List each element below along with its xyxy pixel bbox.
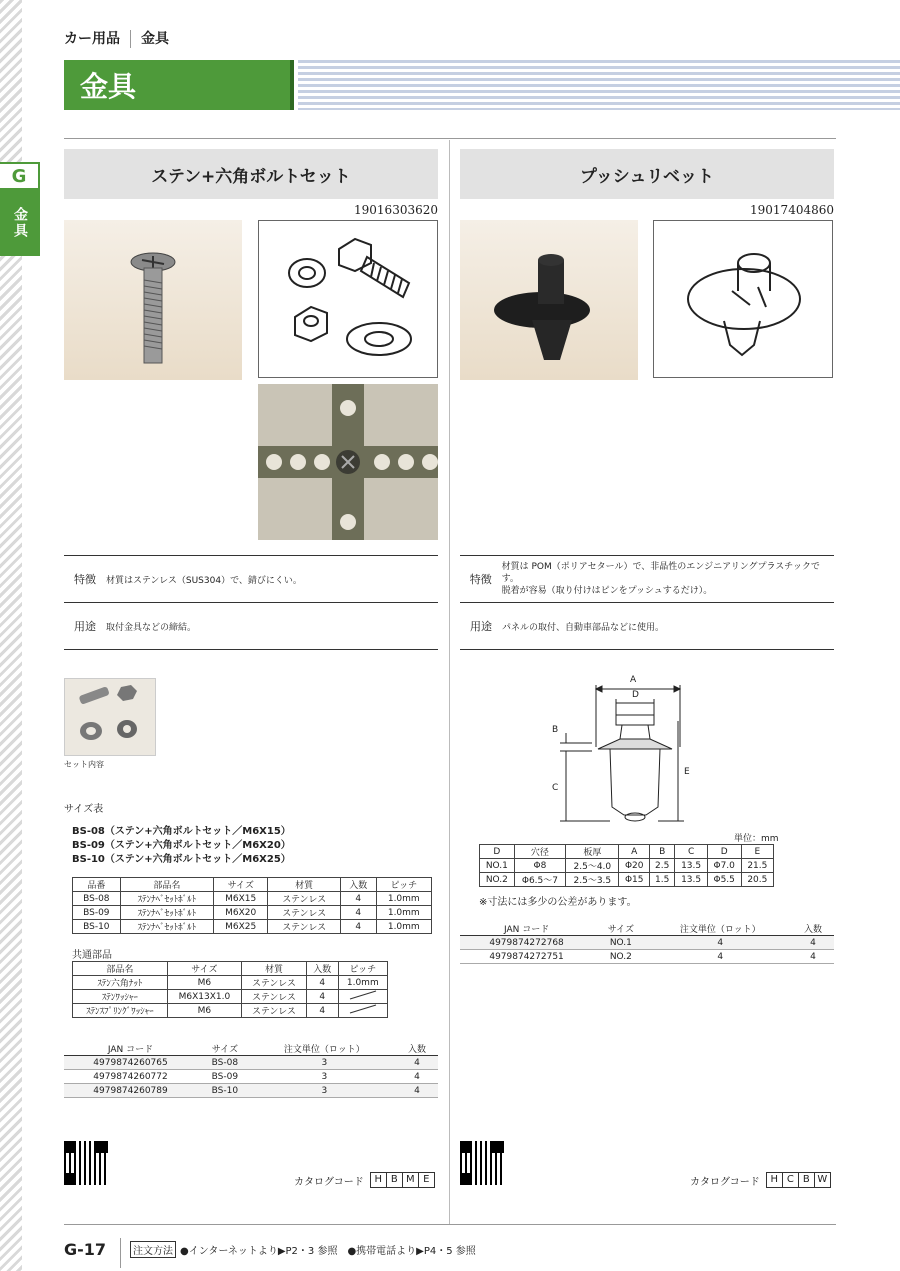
cell: 2.5〜3.5 xyxy=(566,873,619,887)
spec-header: ピッチ xyxy=(338,962,387,976)
cell: 4979874260772 xyxy=(64,1070,197,1084)
table-row xyxy=(73,976,388,990)
cell: 4 xyxy=(649,936,792,950)
features-row xyxy=(460,555,834,602)
jan-table-left xyxy=(64,1042,438,1098)
cell: NO.2 xyxy=(480,873,515,887)
cell: NO.1 xyxy=(480,859,515,873)
footer-separator xyxy=(120,1238,121,1268)
bolt-usage-photo xyxy=(258,384,438,540)
cell: ステンレス xyxy=(268,892,341,906)
rivet-photo-icon xyxy=(460,220,638,380)
spec-header: D xyxy=(707,845,741,859)
cell: 4 xyxy=(340,920,376,934)
order-label: 注文方法 xyxy=(130,1241,176,1258)
cell: ステンレス xyxy=(242,990,307,1004)
set-contents-photo xyxy=(64,678,156,756)
dim-label-c: C xyxy=(552,783,559,793)
footer-divider xyxy=(64,1224,836,1225)
cell: NO.2 xyxy=(593,950,648,964)
features-line: 脱着が容易（取り付けはピンをプッシュするだけ）。 xyxy=(501,586,713,596)
table-row xyxy=(73,990,388,1004)
cell: Φ15 xyxy=(619,873,650,887)
qr-code-left-icon[interactable] xyxy=(64,1141,108,1185)
page-title: 金具 xyxy=(64,60,294,110)
dim-label-b: B xyxy=(552,725,559,735)
usage-label: 用途 xyxy=(74,620,96,633)
catalog-char: C xyxy=(783,1172,799,1188)
cell: 4 xyxy=(649,950,792,964)
spec-header: A xyxy=(619,845,650,859)
unit-label: 単位：mm xyxy=(734,834,779,844)
table-row xyxy=(64,1070,438,1084)
cell: ｽﾃﾝ六角ﾅｯﾄ xyxy=(73,976,168,990)
cell: 4 xyxy=(340,892,376,906)
cell: BS-08 xyxy=(197,1056,253,1070)
tolerance-note: ※寸法には多少の公差があります。 xyxy=(479,897,637,908)
spec-header: 入数 xyxy=(306,962,338,976)
product-code-left: 19016303620 xyxy=(354,203,438,217)
cell: 4979874260765 xyxy=(64,1056,197,1070)
dim-label-d: D xyxy=(632,690,639,700)
cell xyxy=(338,1004,387,1018)
cell: 20.5 xyxy=(741,873,773,887)
breadcrumb-category: カー用品 xyxy=(64,31,120,47)
cell: 3 xyxy=(253,1056,396,1070)
jan-header: JAN コード xyxy=(64,1042,197,1056)
features-row xyxy=(64,555,438,602)
top-divider xyxy=(64,138,836,139)
cell: M6X25 xyxy=(214,920,268,934)
usage-label: 用途 xyxy=(470,620,492,633)
table-row xyxy=(480,859,774,873)
cell: 4979874272751 xyxy=(460,950,593,964)
bolt-photo xyxy=(64,220,242,380)
cell: M6X13X1.0 xyxy=(167,990,241,1004)
bracket-photo-icon xyxy=(258,384,438,540)
jan-header-row xyxy=(64,1042,438,1056)
spec-header: 部品名 xyxy=(120,878,213,892)
breadcrumb-separator xyxy=(130,30,131,48)
column-divider xyxy=(449,140,450,1225)
rivet-illustration-icon xyxy=(654,221,832,377)
cell: Φ6.5〜7 xyxy=(514,873,566,887)
catalog-char: H xyxy=(766,1172,783,1188)
cell: 1.0mm xyxy=(376,892,431,906)
jan-header-row xyxy=(460,922,834,936)
breadcrumb xyxy=(64,28,169,48)
product-code-right: 19017404860 xyxy=(750,203,834,217)
cell: 4979874272768 xyxy=(460,936,593,950)
cell: BS-09 xyxy=(73,906,121,920)
cell: 4 xyxy=(396,1084,438,1098)
bolt-set-illustration-icon xyxy=(259,221,437,377)
usage-text: パネルの取付、自動車部品などに使用。 xyxy=(502,622,665,633)
side-tab-letter: G xyxy=(0,162,40,190)
size-list-item: BS-08（ステン+六角ボルトセット／M6X15） xyxy=(72,826,291,837)
spec-header: ピッチ xyxy=(376,878,431,892)
spec-header: B xyxy=(649,845,674,859)
spec-header: C xyxy=(675,845,707,859)
set-contents-caption: セット内容 xyxy=(64,760,104,769)
dim-label-a: A xyxy=(630,675,637,685)
spec-header-row xyxy=(73,962,388,976)
cell: 4 xyxy=(306,976,338,990)
cell: 4 xyxy=(306,990,338,1004)
cell: 1.0mm xyxy=(338,976,387,990)
cell: 4 xyxy=(340,906,376,920)
features-text: 材質はステンレス（SUS304）で、錆びにくい。 xyxy=(106,575,302,586)
title-stripes xyxy=(298,60,900,110)
product-title-left: ステン+六角ボルトセット xyxy=(64,149,438,199)
cell: 2.5 xyxy=(649,859,674,873)
spec-table-left xyxy=(72,877,432,934)
cell: 2.5〜4.0 xyxy=(566,859,619,873)
cell: 4 xyxy=(396,1070,438,1084)
jan-header: 入数 xyxy=(396,1042,438,1056)
info-table-left xyxy=(64,555,438,650)
cell: 1.0mm xyxy=(376,906,431,920)
cell: 4 xyxy=(306,1004,338,1018)
cell: ステンレス xyxy=(268,906,341,920)
cell: 4 xyxy=(792,936,834,950)
cell: 3 xyxy=(253,1084,396,1098)
info-table-right xyxy=(460,555,834,650)
cell xyxy=(338,990,387,1004)
catalog-code-left xyxy=(294,1172,435,1188)
jan-header: JAN コード xyxy=(460,922,593,936)
spec-table-right xyxy=(479,844,774,887)
order-internet[interactable]: ●インターネットより▶P2・3 参照 xyxy=(180,1246,338,1257)
cell: M6 xyxy=(167,1004,241,1018)
cell: 21.5 xyxy=(741,859,773,873)
side-tab-label: 金具 xyxy=(0,190,40,256)
spec-header: サイズ xyxy=(167,962,241,976)
cell: 3 xyxy=(253,1070,396,1084)
cell: ステンレス xyxy=(268,920,341,934)
diagonal-dash-icon xyxy=(348,990,378,1000)
rivet-drawing xyxy=(653,220,833,378)
cell: BS-10 xyxy=(197,1084,253,1098)
common-parts-table xyxy=(72,961,388,1018)
cell: M6 xyxy=(167,976,241,990)
cell: BS-09 xyxy=(197,1070,253,1084)
features-line: 材質は POM（ポリアセタール）で、非晶性のエンジニアリングプラスチックです。 xyxy=(501,562,820,584)
cell: ｽﾃﾝﾅﾍﾞｾｯﾄﾎﾞﾙﾄ xyxy=(120,906,213,920)
size-list-item: BS-10（ステン+六角ボルトセット／M6X25） xyxy=(72,854,291,865)
catalog-char: H xyxy=(370,1172,387,1188)
cell: ｽﾃﾝﾅﾍﾞｾｯﾄﾎﾞﾙﾄ xyxy=(120,892,213,906)
catalog-label: カタログコード xyxy=(294,1176,364,1188)
diagonal-dash-icon xyxy=(348,1004,378,1014)
order-mobile[interactable]: ●携帯電話より▶P4・5 参照 xyxy=(347,1246,476,1257)
table-row xyxy=(64,1056,438,1070)
cell: Φ20 xyxy=(619,859,650,873)
spec-header: D xyxy=(480,845,515,859)
table-row xyxy=(460,950,834,964)
cell: ｽﾃﾝﾅﾍﾞｾｯﾄﾎﾞﾙﾄ xyxy=(120,920,213,934)
qr-code-right-icon[interactable] xyxy=(460,1141,504,1185)
page-number: G-17 xyxy=(64,1240,107,1259)
jan-header: サイズ xyxy=(197,1042,253,1056)
rivet-dimension-diagram xyxy=(540,675,710,835)
cell: 13.5 xyxy=(675,859,707,873)
table-row xyxy=(73,892,432,906)
cell: ステンレス xyxy=(242,1004,307,1018)
usage-row xyxy=(64,602,438,650)
catalog-char: M xyxy=(403,1172,419,1188)
jan-header: サイズ xyxy=(593,922,648,936)
table-row xyxy=(73,920,432,934)
spec-header: 入数 xyxy=(340,878,376,892)
bolt-drawing xyxy=(258,220,438,378)
spec-header: 材質 xyxy=(242,962,307,976)
features-text xyxy=(502,561,834,597)
features-label: 特徴 xyxy=(469,573,492,586)
bolt-photo-icon xyxy=(64,220,242,380)
nuts-washers-icon xyxy=(65,679,155,755)
jan-header: 入数 xyxy=(792,922,834,936)
cell: 13.5 xyxy=(675,873,707,887)
cell: Φ5.5 xyxy=(707,873,741,887)
usage-text: 取付金具などの締結。 xyxy=(106,622,197,633)
cell: 1.5 xyxy=(649,873,674,887)
spec-header: 穴径 xyxy=(514,845,566,859)
spec-header-row xyxy=(480,845,774,859)
cell: Φ8 xyxy=(514,859,566,873)
jan-header: 注文単位（ロット） xyxy=(649,922,792,936)
cell: 4979874260789 xyxy=(64,1084,197,1098)
cell: BS-10 xyxy=(73,920,121,934)
table-row xyxy=(64,1084,438,1098)
cell: BS-08 xyxy=(73,892,121,906)
dim-label-e: E xyxy=(684,767,690,777)
rivet-photo xyxy=(460,220,638,380)
cell: NO.1 xyxy=(593,936,648,950)
spec-header: 部品名 xyxy=(73,962,168,976)
jan-table-right xyxy=(460,922,834,964)
spec-header: サイズ xyxy=(214,878,268,892)
usage-row xyxy=(460,602,834,650)
catalog-char: B xyxy=(387,1172,403,1188)
catalog-label: カタログコード xyxy=(690,1176,760,1188)
cell: M6X20 xyxy=(214,906,268,920)
dimension-diagram-icon xyxy=(540,675,710,835)
size-list-item: BS-09（ステン+六角ボルトセット／M6X20） xyxy=(72,840,291,851)
table-row xyxy=(480,873,774,887)
catalog-code-right xyxy=(690,1172,831,1188)
cell: ｽﾃﾝｽﾌﾟﾘﾝｸﾞﾜｯｼｬｰ xyxy=(73,1004,168,1018)
common-parts-title: 共通部品 xyxy=(72,950,112,961)
features-label: 特徴 xyxy=(74,573,96,586)
breadcrumb-sub: 金具 xyxy=(141,31,169,47)
cell: 4 xyxy=(396,1056,438,1070)
jan-header: 注文単位（ロット） xyxy=(253,1042,396,1056)
cell: 4 xyxy=(792,950,834,964)
product-title-right: プッシュリベット xyxy=(460,149,834,199)
cell: Φ7.0 xyxy=(707,859,741,873)
catalog-char: W xyxy=(815,1172,831,1188)
cell: ステンレス xyxy=(242,976,307,990)
size-list xyxy=(72,825,291,867)
spec-header: 材質 xyxy=(268,878,341,892)
spec-header: 品番 xyxy=(73,878,121,892)
spec-header: E xyxy=(741,845,773,859)
table-row xyxy=(73,1004,388,1018)
size-table-title: サイズ表 xyxy=(64,804,104,815)
cell: ｽﾃﾝﾜｯｼｬｰ xyxy=(73,990,168,1004)
spec-header: 板厚 xyxy=(566,845,619,859)
order-info xyxy=(130,1241,476,1258)
catalog-char: B xyxy=(799,1172,815,1188)
spec-header-row xyxy=(73,878,432,892)
table-row xyxy=(460,936,834,950)
table-row xyxy=(73,906,432,920)
catalog-char: E xyxy=(419,1172,435,1188)
cell: M6X15 xyxy=(214,892,268,906)
cell: 1.0mm xyxy=(376,920,431,934)
